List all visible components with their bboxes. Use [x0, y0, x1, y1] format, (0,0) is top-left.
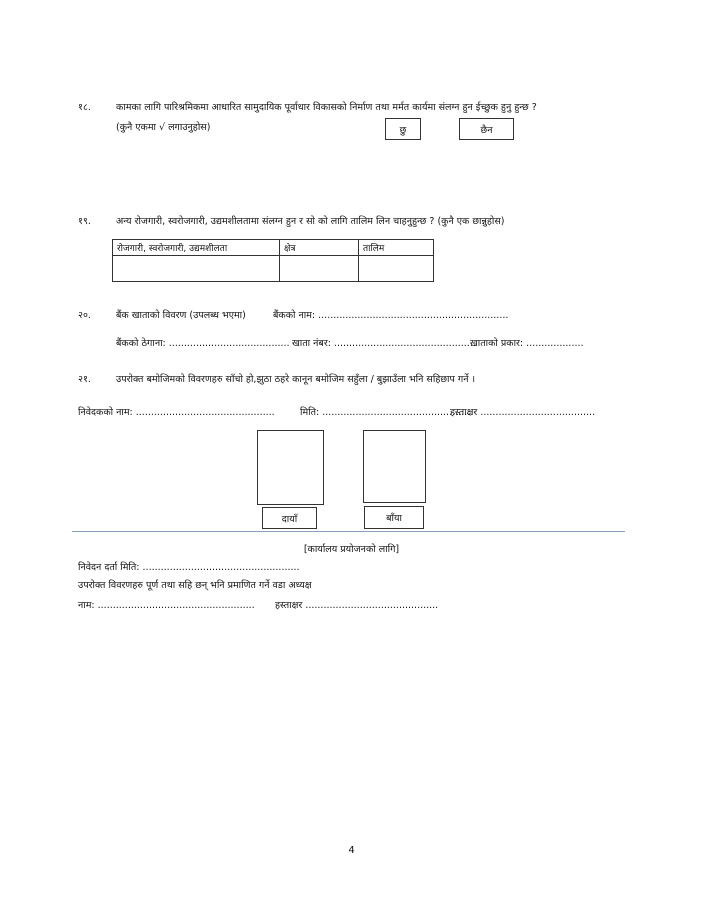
header-training: तालिम	[359, 240, 434, 256]
cell-training[interactable]	[359, 256, 434, 282]
left-thumbprint-box[interactable]	[363, 430, 426, 503]
registration-date-field[interactable]: निवेदन दर्ता मिति: ....................................................	[78, 562, 300, 573]
q19-question: अन्य रोजगारी, स्वरोजगारी, उद्यमशीलतामा संलग्न हुन र सो को लागि तालिम लिन चाहनुहुन्छ ? (कुनै एक छान्नुहोस)	[116, 216, 505, 227]
option-no-label: छैन	[480, 124, 493, 136]
training-table-row[interactable]	[113, 256, 434, 282]
q20-number: २०.	[78, 310, 91, 321]
left-thumb-label-box	[364, 506, 424, 529]
date-field[interactable]: मिति: ..................................................	[300, 407, 474, 418]
q20-label: बैंक खाताको विवरण (उपलब्ध भएमा)	[116, 310, 246, 321]
office-use-heading: [कार्यालय प्रयोजनको लागि]	[303, 544, 400, 555]
chair-name-field[interactable]: नाम: ....................................................	[78, 600, 255, 611]
header-employment: रोजगारी, स्वरोजगारी, उद्यमशीलता	[113, 240, 280, 256]
left-thumb-label: बाँया	[386, 513, 402, 524]
certification-text: उपरोक्त विवरणहरु पूर्ण तथा सहि छन् भनि प्रमाणित गर्ने वडा अध्यक्ष	[78, 580, 312, 591]
right-thumbprint-box[interactable]	[257, 430, 324, 505]
cell-sector[interactable]	[280, 256, 359, 282]
right-thumb-label: दायाँ	[281, 513, 298, 525]
section-divider	[72, 531, 625, 532]
page-number: 4	[348, 845, 355, 856]
option-no-box[interactable]	[459, 118, 514, 140]
option-yes-box[interactable]	[385, 118, 421, 140]
q21-declaration: उपरोक्त बमोजिमको विवरणहरु साँचो हो,झुठा ठहरे कानून बमोजिम सहुँला / बुझाउँला भनि सहिछाप गर्ने ।	[116, 374, 476, 385]
q18-question: कामका लागि पारिश्रमिकमा आधारित सामुदायिक पूर्वाधार विकासको निर्माण तथा मर्मत कार्यमा संलग्न हुन ईच्छुक हुनु हुन्छ ?	[116, 102, 537, 113]
account-type-field[interactable]: खाताको प्रकार: ...................	[470, 338, 584, 349]
option-yes-label: छु	[399, 124, 407, 136]
bank-address-field[interactable]: बैंकको ठेगाना: ........................................	[116, 338, 290, 349]
bank-name-field[interactable]: बैंकको नाम: ...............................................................	[273, 310, 509, 321]
q19-number: १९.	[78, 216, 91, 227]
right-thumb-label-box	[262, 507, 317, 529]
applicant-name-field[interactable]: निवेदकको नाम: ..............................................	[78, 407, 275, 418]
header-sector: क्षेत्र	[280, 240, 359, 256]
training-table-header-row	[113, 240, 434, 256]
account-number-field[interactable]: खाता नंबर: ...............................................	[292, 338, 476, 349]
signature-field[interactable]: हस्ताक्षर ......................................	[450, 407, 596, 418]
q18-instruction: (कुनै एकमा √ लगाउनुहोस)	[116, 122, 211, 133]
chair-signature-field[interactable]: हस्ताक्षर ............................................	[275, 600, 439, 611]
cell-employment[interactable]	[113, 256, 280, 282]
training-table	[112, 239, 434, 282]
q18-number: १८.	[78, 102, 91, 113]
q21-number: २१.	[78, 374, 91, 385]
